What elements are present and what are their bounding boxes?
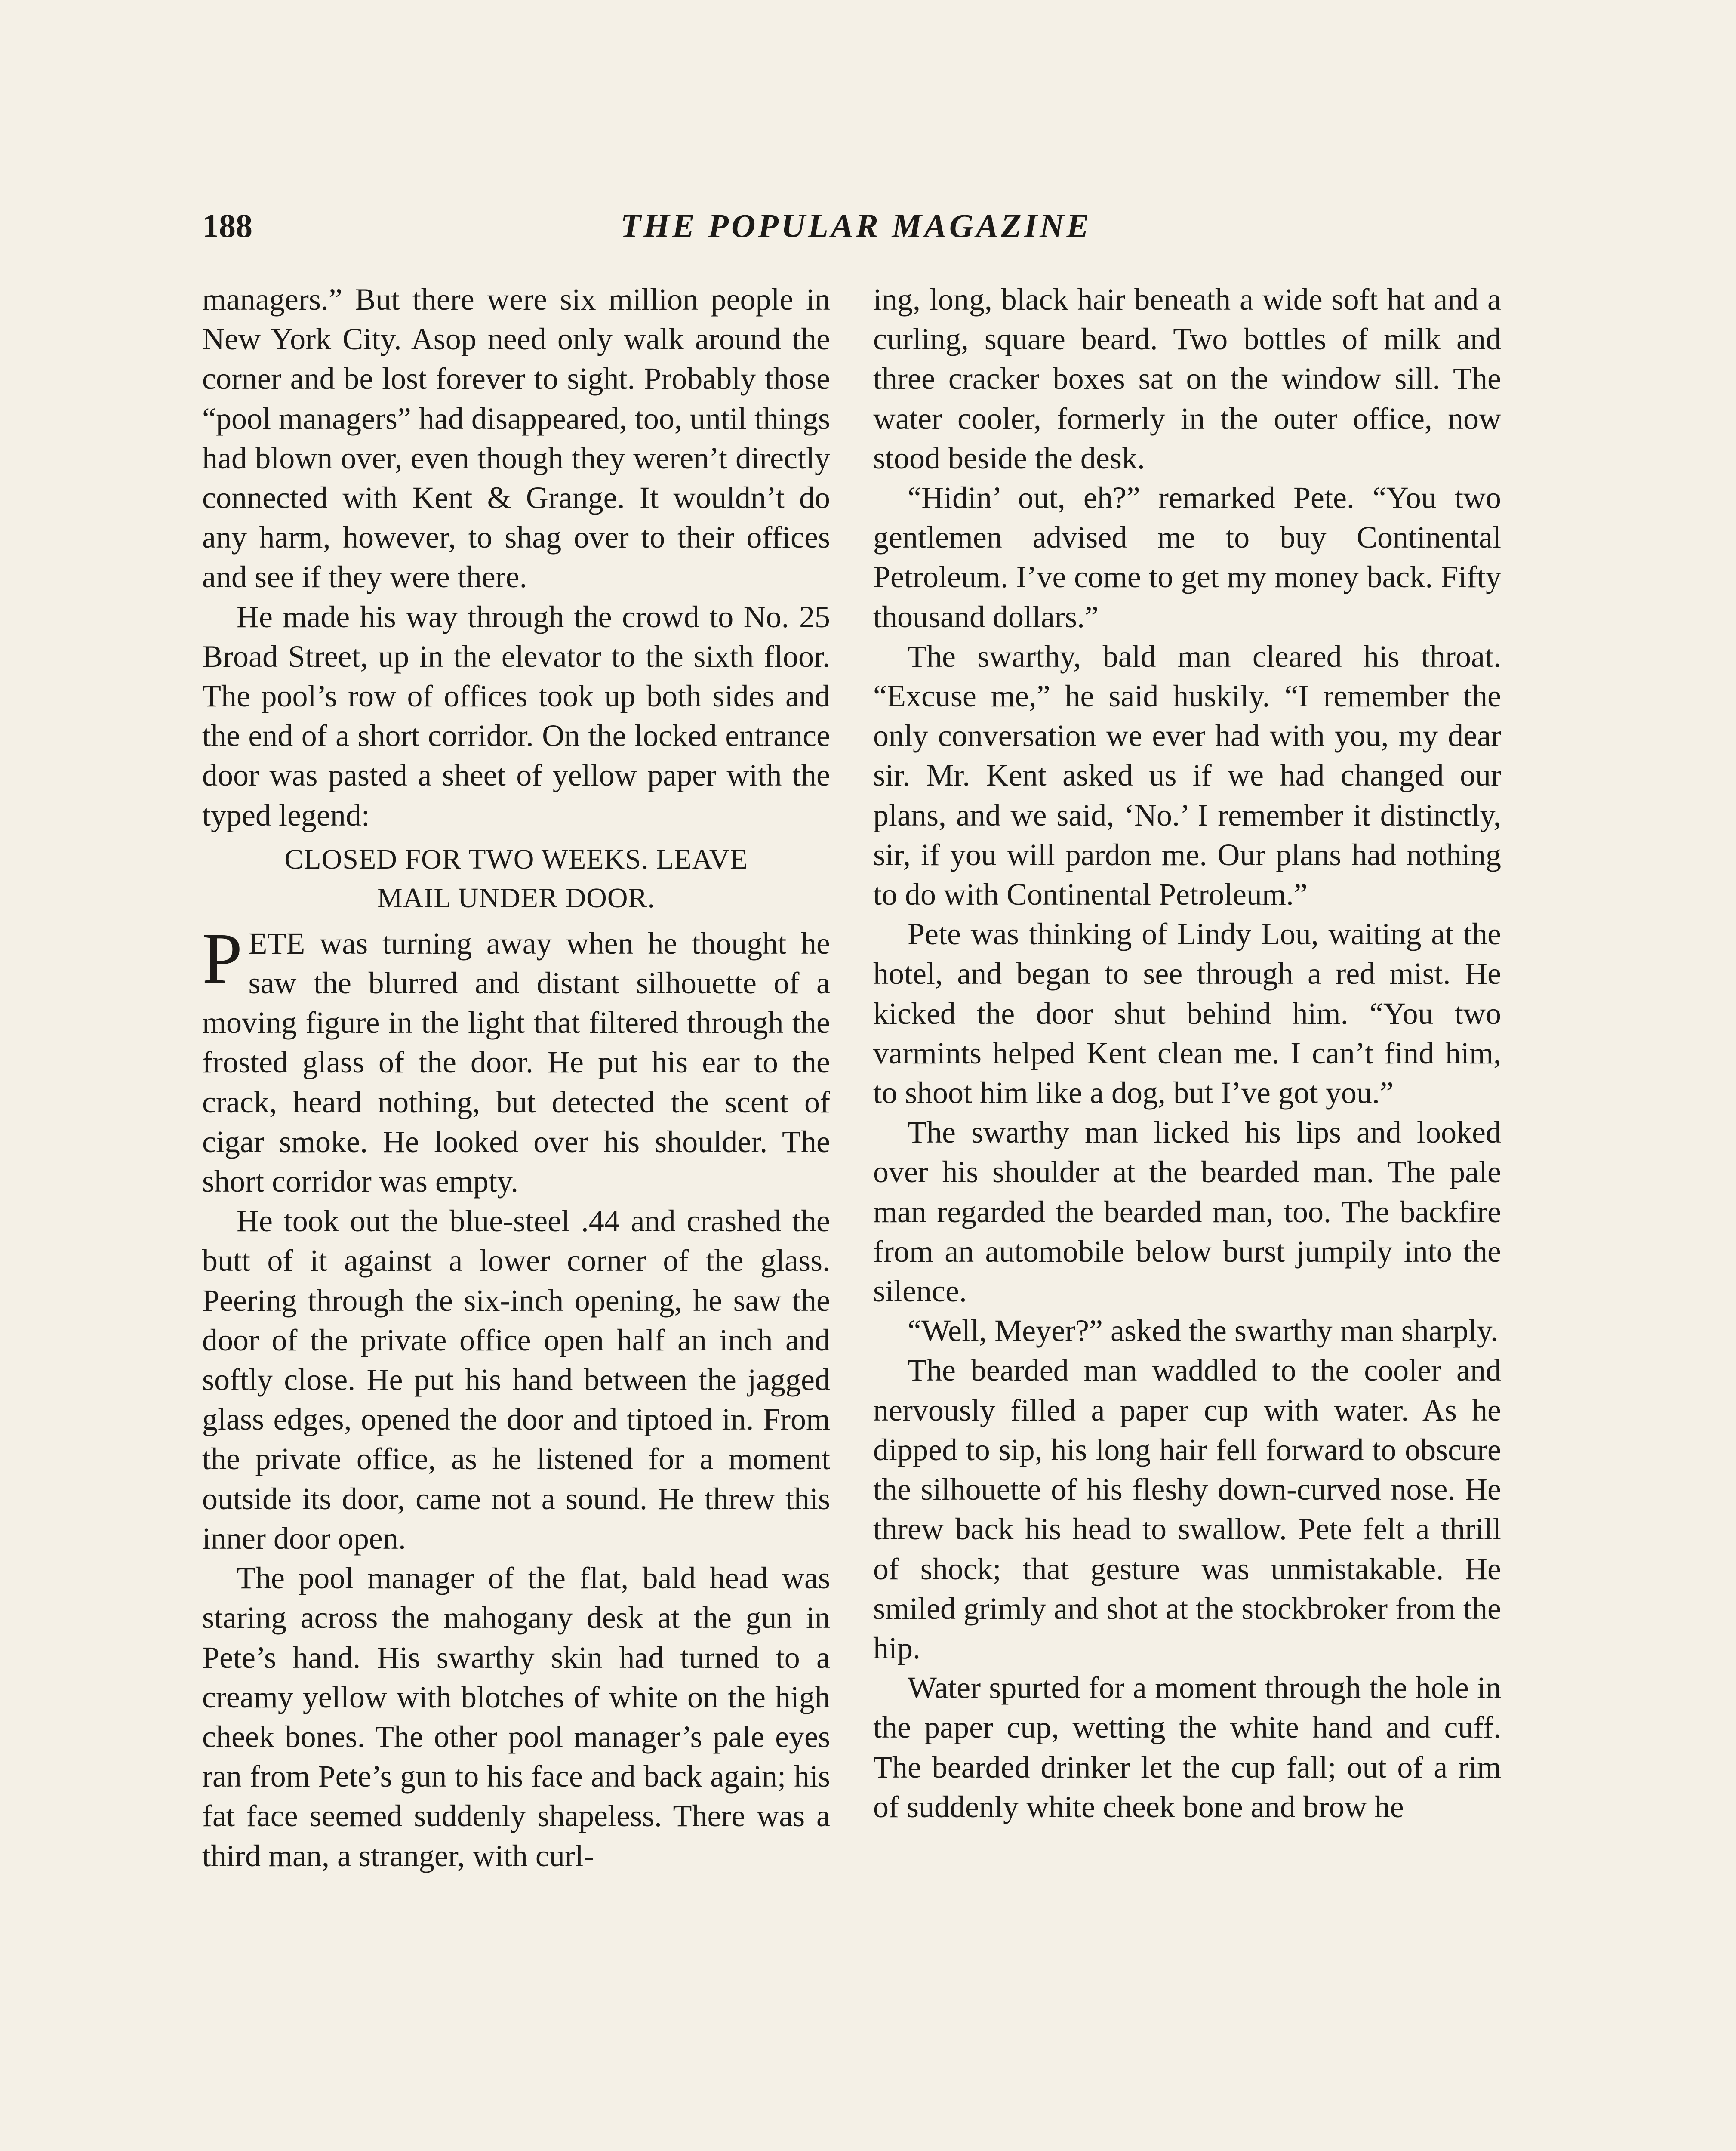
right-column: [873, 280, 1501, 1827]
paragraph: The bearded man waddled to the cooler and nervously filled a paper cup with water. As he dipped to sip, his long hair fell forward to obscure the silhouette of his fleshy down-curved nose. He threw back his head to swallow. Pete felt a thrill of shock; that gesture was unmistakable. He smiled grimly and shot at the stockbroker from the hip.: [873, 1353, 1501, 1665]
paragraph: The pool manager of the flat, bald head was staring across the mahogany desk at the gun in Pete’s hand. His swarthy skin had turned to a creamy yellow with blotches of white on the high cheek bones. The other pool manager’s pale eyes ran from Pete’s gun to his face and back again; his fat face seemed suddenly shapeless. There was a third man, a stranger, with curl-: [202, 1561, 830, 1873]
page-number: 188: [202, 207, 252, 244]
paragraph: [202, 918, 830, 1201]
paragraph: The swarthy, bald man cleared his throat. “Excuse me,” he said huskily. “I remember the only conversation we ever had with you, my dear sir. Mr. Kent asked us if we had changed our plans, and we said, ‘No.’ I remember it distinctly, sir, if you will pardon me. Our plans had nothing to do with Continental Petroleum.”: [873, 639, 1501, 912]
page-header: [202, 202, 1510, 250]
paragraph: Pete was thinking of Lindy Lou, waiting at the hotel, and began to see through a red mist. He kicked the door shut behind him. “You two varmints helped Kent clean me. I can’t find him, to shoot him like a dog, but I’ve got you.”: [873, 917, 1501, 1110]
paragraph: managers.” But there were six million people in New York City. Asop need only walk around the corner and be lost forever to sight. Probably those “pool managers” had disappeared, too, until things had blown over, even though they weren’t directly connected with Kent & Grange. It wouldn’t do any harm, however, to shag over to their offices and see if they were there.: [202, 282, 830, 595]
paragraph: Water spurted for a moment through the hole in the paper cup, wetting the white hand and cuff. The bearded drinker let the cup fall; out of a rim of suddenly white cheek bone and brow he: [873, 1670, 1501, 1824]
drop-cap: P: [202, 918, 243, 998]
paragraph-text: ETE was turning away when he thought he saw the blurred and distant silhouette of a moving figure in the light that filtered through the frosted glass of the door. He put his ear to the crack, heard nothing, but detected the scent of cigar smoke. He looked over his shoulder. The short corridor was empty.: [202, 926, 830, 1199]
paragraph: He made his way through the crowd to No. 25 Broad Street, up in the elevator to the sixth floor. The pool’s row of offices took up both sides and the end of a short corridor. On the locked entrance door was pasted a sheet of yellow paper with the typed legend:: [202, 599, 830, 832]
left-column: [202, 280, 830, 1876]
paragraph: ing, long, black hair beneath a wide soft hat and a curling, square beard. Two bottles of milk and three cracker boxes sat on the window sill. The water cooler, formerly in the outer office, now stood beside the desk.: [873, 282, 1501, 475]
running-title: THE POPULAR MAGAZINE: [620, 207, 1092, 244]
notice-line: MAIL UNDER DOOR.: [377, 882, 656, 914]
notice-line: CLOSED FOR TWO WEEKS. LEAVE: [284, 843, 748, 875]
paragraph: “Well, Meyer?” asked the swarthy man sharply.: [908, 1313, 1499, 1348]
typed-legend-notice: [202, 840, 830, 918]
paragraph: He took out the blue-steel .44 and crashed the butt of it against a lower corner of the glass. Peering through the six-inch opening, he saw the door of the private office open half an inch and softly close. He put his hand between the jagged glass edges, opened the door and tiptoed in. From the private office, as he listened for a moment outside its door, came not a sound. He threw this inner door open.: [202, 1204, 830, 1556]
paragraph: “Hidin’ out, eh?” remarked Pete. “You two gentlemen advised me to buy Continental Petroleum. I’ve come to get my money back. Fifty thousand dollars.”: [873, 481, 1501, 634]
paragraph: The swarthy man licked his lips and looked over his shoulder at the bearded man. The pale man regarded the bearded man, too. The backfire from an automobile below burst jumpily into the silence.: [873, 1115, 1501, 1309]
